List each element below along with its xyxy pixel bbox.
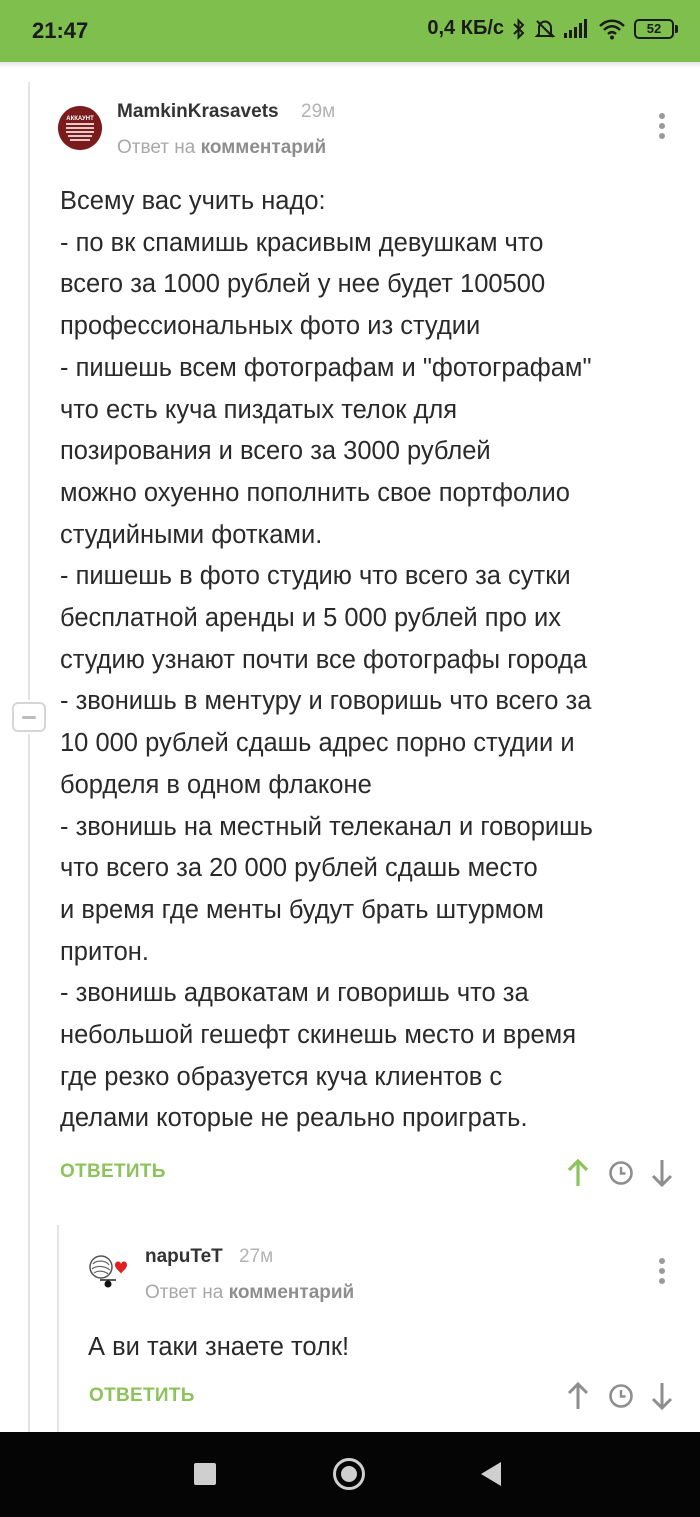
navigation-bar [0,1432,700,1517]
battery-icon [634,19,678,39]
reply-to-target[interactable]: комментарий [200,137,327,158]
reply-to-target[interactable]: комментарий [228,1282,355,1303]
comment-author[interactable]: napuTeT [145,1246,223,1267]
collapse-thread-button[interactable] [12,702,46,732]
comment-time: 27м [239,1246,274,1267]
status-icons [427,17,678,40]
recent-apps-button[interactable] [194,1463,216,1485]
upvote-icon[interactable] [566,1158,590,1188]
clock-icon[interactable] [608,1160,634,1186]
home-button[interactable] [333,1458,365,1490]
more-options-icon[interactable] [652,1258,672,1286]
avatar[interactable] [86,1248,130,1292]
back-button[interactable] [481,1462,501,1486]
status-bar [0,0,700,62]
reply-to[interactable] [117,137,326,159]
reply-to[interactable] [145,1282,354,1304]
reply-button[interactable]: ОТВЕТИТЬ [89,1385,195,1406]
thread-line [28,734,30,1432]
upvote-icon[interactable] [566,1381,590,1411]
comment-body: Всему вас учить надо: - по вк спамишь красивым девушкам что всего за 1000 рублей у нее будет 100500 профессиональных фото из студии - пишешь всем фотографам и "фотографам" что есть куча пиздатых телок для позирования и всего за 3000 рублей можно охуенно пополнить свое портфолио студийными фотками. - пишешь в фото студию что всего за сутки бесплатной аренды и 5 000 рублей про их студию узнают почти все фотографы города - звонишь в ментуру и говоришь что всего за 10 000 рублей сдашь адрес порно студии и борделя в одном флаконе - звонишь на местный телеканал и говоришь что всего за 20 000 рублей сдашь место и время где менты будут брать штурмом притон. - звонишь адвокатам и говоришь что за небольшой гешефт скинешь место и время где резко образуется куча клиентов с делами которые не реально проиграть. [60,187,593,1133]
battery-level: 52 [634,19,674,39]
wifi-icon [598,18,626,40]
comment-author[interactable]: MamkinKrasavets [117,101,279,122]
comment-time: 29м [301,101,336,122]
avatar[interactable] [58,106,102,150]
avatar-image [86,1248,130,1292]
downvote-icon[interactable] [650,1381,674,1411]
downvote-icon[interactable] [650,1158,674,1188]
signal-icon [564,19,590,39]
comment-body: А ви таки знаете толк! [88,1333,350,1361]
more-options-icon[interactable] [652,113,672,141]
nested-thread-line [57,1225,59,1432]
reply-to-prefix: Ответ на [145,1282,224,1303]
bluetooth-icon [512,18,526,40]
avatar-caption: АККАУНТ [66,116,94,122]
reply-to-prefix: Ответ на [117,137,196,158]
status-time: 21:47 [32,18,89,43]
clock-icon[interactable] [608,1383,634,1409]
thread-line [28,82,30,700]
avatar-image [58,106,102,150]
mute-icon [534,18,556,40]
network-speed: 0,4 КБ/с [427,17,504,39]
reply-button[interactable]: ОТВЕТИТЬ [60,1161,166,1182]
